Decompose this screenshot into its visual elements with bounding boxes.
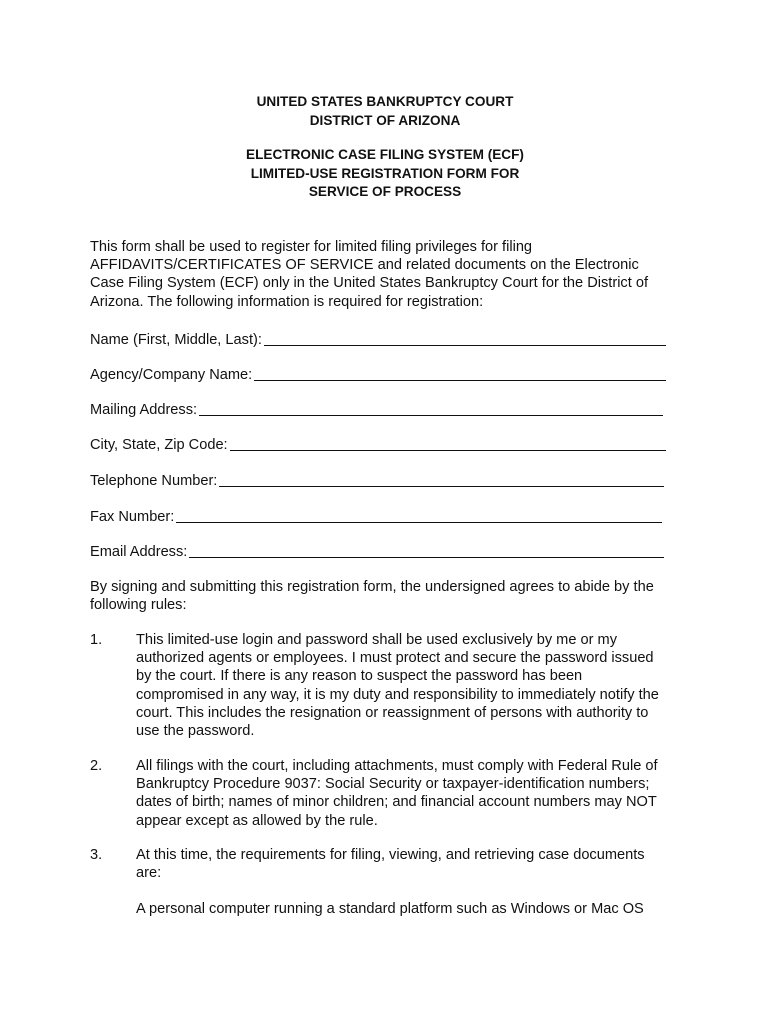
rule-line: At this time, the requirements for filing, viewing, and retrieving case documents [136, 847, 645, 863]
form-title-line: SERVICE OF PROCESS [308, 184, 462, 199]
court-heading [0, 93, 770, 130]
email-field-row [90, 542, 664, 561]
name-field[interactable] [264, 332, 666, 346]
mailing-address-field[interactable] [199, 402, 663, 416]
rule-line: by the court. If there is any reason to suspect the password has been [136, 668, 583, 685]
form-title-line: ELECTRONIC CASE FILING SYSTEM (ECF) [246, 147, 524, 162]
rule-line: use the password. [136, 723, 255, 740]
rule-number: 1. [90, 632, 103, 648]
rule-line: dates of birth; names of minor children; and financial account numbers may NOT [136, 794, 657, 811]
rule-line: court. This includes the resignation or reassignment of persons with authority to [136, 704, 649, 721]
rule-line: compromised in any way, it is my duty and responsibility to immediately notify the [136, 686, 659, 703]
agency-field[interactable] [254, 367, 666, 381]
city-state-zip-field[interactable] [230, 437, 666, 451]
court-district: DISTRICT OF ARIZONA [309, 112, 461, 128]
rule-line: This limited-use login and password shall be used exclusively by me or my [136, 632, 617, 648]
name-field-label: Name (First, Middle, Last): [90, 332, 262, 348]
rule-text [136, 631, 696, 740]
intro-line: AFFIDAVITS/CERTIFICATES OF SERVICE and related documents on the Electronic [90, 257, 639, 274]
rule-line: A personal computer running a standard platform such as Windows or Mac OS [136, 901, 644, 918]
telephone-field-row [90, 471, 664, 490]
intro-line: This form shall be used to register for limited filing privileges for filing [90, 239, 533, 255]
rule-line: appear except as allowed by the rule. [136, 812, 378, 829]
agreement-line: following rules: [90, 597, 187, 614]
intro-line: Case Filing System (ECF) only in the United States Bankruptcy Court for the District of [90, 275, 649, 292]
rule-number: 2. [90, 758, 103, 774]
rule-line: are: [136, 865, 162, 882]
intro-paragraph [90, 238, 690, 311]
name-field-row [90, 330, 666, 349]
court-name: UNITED STATES BANKRUPTCY COURT [256, 94, 514, 109]
telephone-field-label: Telephone Number: [90, 473, 218, 489]
rule-text [136, 846, 696, 919]
rule-line: Bankruptcy Procedure 9037: Social Security or taxpayer-identification numbers; [136, 776, 650, 793]
email-field-label: Email Address: [90, 544, 188, 560]
email-field[interactable] [189, 544, 664, 558]
city-field-row [90, 435, 666, 454]
mailing-field-row [90, 400, 663, 419]
intro-line: Arizona. The following information is required for registration: [90, 293, 484, 310]
city-field-label: City, State, Zip Code: [90, 437, 228, 453]
agency-field-row [90, 365, 666, 384]
form-title-line: LIMITED-USE REGISTRATION FORM FOR [250, 165, 520, 181]
fax-field-label: Fax Number: [90, 509, 175, 525]
agreement-paragraph [90, 578, 690, 614]
rule-line: authorized agents or employees. I must protect and secure the password issued [136, 650, 654, 667]
form-title [0, 146, 770, 202]
agency-field-label: Agency/Company Name: [90, 367, 253, 383]
fax-field[interactable] [176, 509, 662, 523]
fax-field-row [90, 507, 662, 526]
rule-line [136, 882, 696, 900]
agreement-line: By signing and submitting this registration form, the undersigned agrees to abide by the [90, 579, 654, 595]
telephone-field[interactable] [219, 473, 664, 487]
rule-text [136, 757, 696, 830]
mailing-field-label: Mailing Address: [90, 402, 198, 418]
rule-number: 3. [90, 847, 103, 863]
rule-line: All filings with the court, including attachments, must comply with Federal Rule of [136, 758, 658, 774]
